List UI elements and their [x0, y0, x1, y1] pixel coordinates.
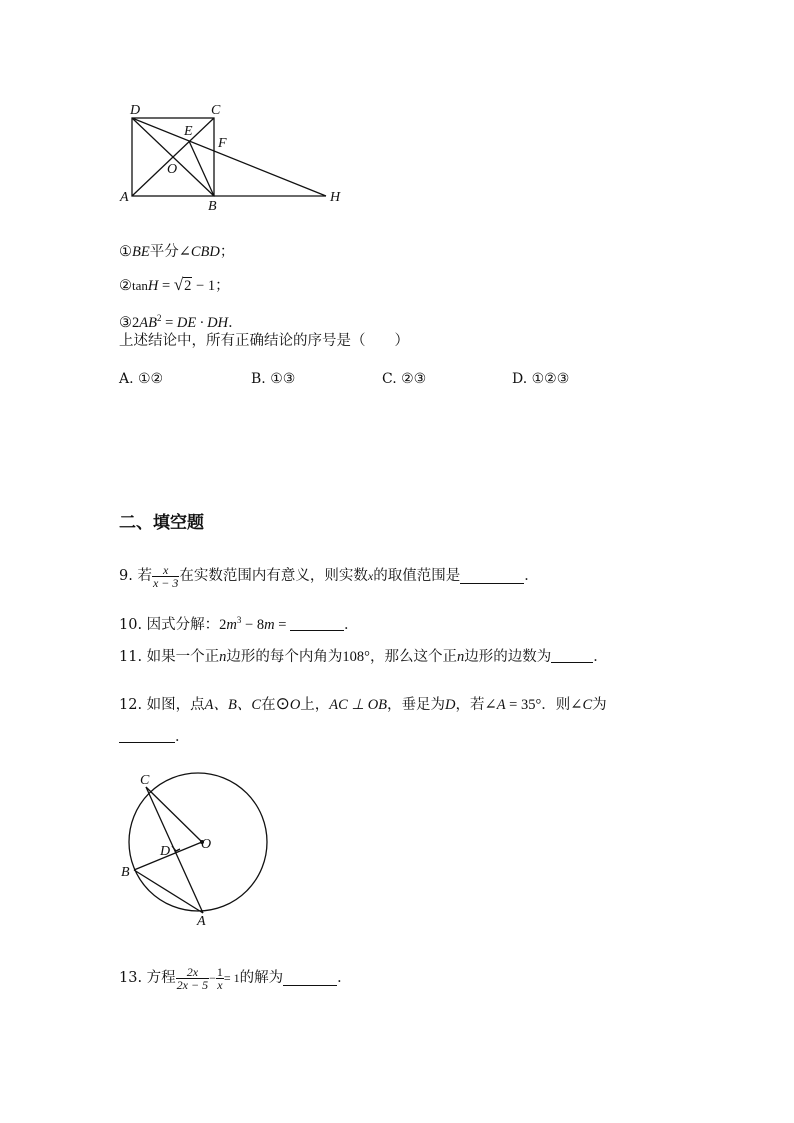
label-c: C	[140, 773, 150, 788]
numerator: x	[163, 562, 169, 577]
punctuation: ．	[175, 729, 190, 745]
math-var: A	[496, 697, 506, 713]
line-dh	[132, 118, 326, 196]
question-text: 方程	[146, 970, 176, 986]
math-var: H	[147, 278, 159, 294]
label-c: C	[211, 103, 221, 118]
question-12	[119, 695, 607, 714]
section-title: 二、填空题	[119, 513, 204, 533]
label-e: E	[184, 124, 193, 139]
question-text: 因式分解：	[146, 616, 220, 633]
question-text: ，那么这个正	[369, 649, 457, 665]
punctuation: ．	[337, 970, 352, 986]
label-a: A	[197, 914, 206, 929]
radicand: 2	[184, 278, 192, 294]
punctuation: ．	[593, 649, 608, 665]
question-11	[119, 648, 608, 666]
choice-b[interactable]: B. ①③	[251, 371, 296, 387]
question-text: 的取值范围是	[373, 568, 461, 584]
question-number: 13.	[119, 970, 143, 986]
math-op: = 1	[223, 971, 240, 985]
math-op: =	[274, 616, 291, 633]
square-diagram	[110, 95, 360, 215]
question-text: 若	[137, 568, 152, 584]
label-h: H	[330, 190, 341, 205]
math-op: − 8	[241, 616, 265, 633]
question-9	[119, 558, 539, 594]
math-angle: 108°	[342, 649, 370, 665]
math-relation: AC ⊥ OB	[329, 697, 388, 713]
statement-text: 平分∠	[149, 244, 191, 260]
question-number: 11.	[119, 649, 143, 665]
math-num: 2	[219, 616, 227, 633]
math-op: −	[209, 971, 216, 985]
answer-blank[interactable]	[283, 971, 337, 986]
choice-d[interactable]: D. ①②③	[512, 371, 570, 387]
statement-mark: ①	[119, 244, 132, 260]
math-var: O	[289, 697, 301, 713]
math-num: 2	[132, 314, 140, 331]
question-number: 12.	[119, 697, 143, 713]
punctuation: ．	[228, 314, 243, 331]
statement-mark: ③	[119, 314, 132, 331]
right-angle-mark	[172, 846, 180, 851]
question-text: 为	[592, 697, 607, 713]
numerator: 2x	[186, 964, 199, 979]
math-op: =	[158, 278, 174, 294]
question-number: 10.	[119, 616, 143, 633]
punctuation: ．	[344, 616, 359, 633]
math-op: =	[161, 314, 177, 331]
label-f: F	[218, 136, 227, 151]
denominator: 2x − 5	[176, 977, 209, 992]
question-text: ，若∠	[455, 697, 497, 713]
math-var: m	[226, 616, 237, 633]
punctuation: ．	[524, 568, 539, 584]
label-o: O	[201, 837, 212, 852]
statement-3	[119, 309, 243, 332]
label-d: D	[160, 844, 171, 859]
math-var: C	[582, 697, 593, 713]
punctuation: ；	[215, 278, 230, 294]
punctuation: ；	[219, 244, 235, 260]
answer-blank[interactable]	[119, 728, 175, 743]
statement-2	[119, 276, 230, 295]
label-d: D	[130, 103, 141, 118]
answer-blank[interactable]	[460, 569, 524, 584]
choice-a[interactable]: A. ①②	[119, 371, 164, 387]
question-text: 在实数范围内有意义，则实数	[179, 568, 368, 584]
statement-1	[119, 243, 234, 261]
label-a: A	[120, 190, 129, 205]
question-text: ．则∠	[541, 697, 583, 713]
denominator: x − 3	[152, 575, 179, 590]
label-o: O	[167, 162, 178, 177]
question-text: 如图，点	[146, 697, 205, 713]
fraction	[152, 564, 179, 589]
circle-diagram	[112, 772, 282, 932]
question-text: 的解为	[239, 970, 284, 986]
fraction	[176, 966, 209, 991]
math-var: n	[219, 649, 227, 665]
math-var: n	[456, 649, 465, 665]
question-text: ，垂足为	[387, 697, 446, 713]
question-12-answer	[119, 728, 190, 746]
answer-blank[interactable]	[290, 616, 344, 631]
statement-mark: ②	[119, 278, 132, 294]
question-text: 如果一个正	[146, 649, 220, 665]
denominator: x	[217, 977, 223, 992]
label-b: B	[208, 199, 217, 214]
sqrt-symbol: √	[173, 275, 184, 294]
answer-blank[interactable]	[551, 648, 593, 663]
segment-co	[146, 787, 202, 842]
question-prompt: 上述结论中，所有正确结论的序号是（ ）	[119, 333, 409, 349]
label-b: B	[121, 865, 130, 880]
fraction	[216, 966, 224, 991]
math-var: A、B、C	[204, 697, 262, 713]
math-var: AB	[139, 314, 157, 331]
question-13	[119, 958, 352, 998]
exponent: 2	[156, 313, 162, 323]
math-op: − 1	[192, 278, 216, 294]
math-var: x	[367, 569, 374, 583]
question-text: 边形的边数为	[464, 649, 552, 665]
circle-symbol: ⊙	[275, 694, 290, 713]
question-10	[119, 611, 359, 634]
question-number: 9.	[119, 568, 133, 584]
math-var: D	[445, 697, 456, 713]
math-var: BE	[132, 244, 150, 260]
math-var: DE · DH	[176, 314, 229, 331]
question-text: 边形的每个内角为	[226, 649, 343, 665]
math-var: CBD	[190, 244, 220, 260]
choice-c[interactable]: C. ②③	[382, 371, 427, 387]
question-text: 在	[261, 697, 276, 713]
numerator: 1	[216, 964, 223, 979]
exponent: 3	[236, 615, 242, 625]
math-var: m	[264, 616, 275, 633]
question-text: 上，	[300, 697, 330, 713]
math-op: = 35°	[505, 697, 542, 713]
math-fn: tan	[132, 278, 148, 293]
